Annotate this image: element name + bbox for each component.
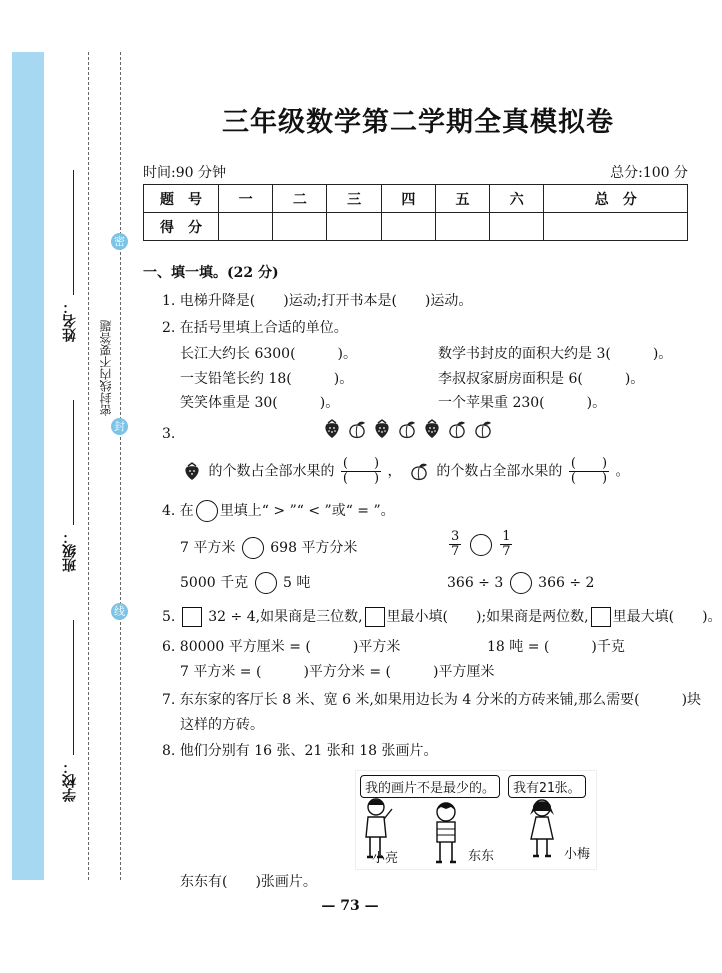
question-5-part2: 里最小填( );如果商是两位数, (386, 609, 589, 625)
score-header-cell: 四 (381, 185, 435, 213)
compare-left: 7 平方米 (180, 540, 236, 556)
peach-icon (396, 418, 418, 440)
score-header-cell: 一 (219, 185, 273, 213)
school-field[interactable] (73, 620, 74, 755)
compare-circle[interactable] (510, 572, 532, 594)
boy-dongdong-figure (426, 801, 466, 867)
page-number: — 73 — (321, 898, 379, 914)
fraction-blank[interactable]: $\frac{( )}{( )}$ (342, 456, 380, 486)
seal-mark-mi: 密 (111, 233, 128, 250)
score-row (144, 213, 688, 241)
peach-icon (472, 418, 494, 440)
question-2-item: 数学书封皮的面积大约是 3( )。 (438, 346, 673, 362)
question-2-item: 一个苹果重 230( )。 (438, 395, 607, 411)
question-3-text-end: 。 (615, 463, 630, 480)
question-5-number: 5. (162, 609, 176, 625)
digit-box-ref (591, 607, 611, 627)
question-2-item: 李叔叔家厨房面积是 6( )。 (438, 371, 645, 387)
question-3-text-a: 的个数占全部水果的 (208, 463, 335, 480)
class-field[interactable] (73, 400, 74, 525)
score-header-row (144, 185, 688, 213)
name-xiaomei: 小梅 (564, 847, 591, 862)
compare-right: 698 平方分米 (270, 540, 358, 556)
strawberry-icon (322, 418, 342, 440)
school-label: 学校： (62, 760, 78, 802)
compare-left: 5000 千克 (180, 575, 249, 591)
peach-icon (346, 418, 368, 440)
question-3-text (180, 457, 629, 486)
question-3-number: 3. (162, 426, 176, 442)
name-label: 姓名： (62, 300, 78, 342)
name-field[interactable] (73, 170, 74, 295)
fruit-row (322, 418, 494, 440)
question-3-text-b: ， (387, 463, 402, 480)
fraction-right: $\frac{1}{7}$ (502, 529, 511, 559)
score-header-cell: 三 (327, 185, 381, 213)
question-5-part1: 32 ÷ 4,如果商是三位数, (208, 609, 363, 625)
compare-circle[interactable] (470, 534, 492, 556)
girl-xiaomei-figure (522, 797, 562, 863)
compare-right: 366 ÷ 2 (538, 575, 595, 591)
compare-circle[interactable] (242, 537, 264, 559)
question-2-item: 长江大约长 6300( )。 (180, 346, 358, 362)
class-label: 班级： (62, 530, 78, 572)
page-title: 三年级数学第二学期全真模拟卷 (222, 107, 614, 138)
score-header-cell: 五 (435, 185, 489, 213)
score-header-cell: 六 (490, 185, 544, 213)
seal-instruction: 密封线内不要答题 (99, 320, 113, 416)
digit-box[interactable] (182, 607, 202, 627)
question-8: 8. 他们分别有 16 张、21 张和 18 张画片。 (162, 743, 438, 759)
score-cell[interactable] (381, 213, 435, 241)
compare-item (180, 537, 357, 559)
compare-item (180, 572, 310, 594)
score-cell[interactable] (544, 213, 688, 241)
question-2-item: 一支铅笔长约 18( )。 (180, 371, 354, 387)
compare-circle-icon (196, 500, 218, 522)
score-cell[interactable] (490, 213, 544, 241)
score-table (143, 184, 688, 241)
score-cell[interactable] (435, 213, 489, 241)
question-6-line1a: 6. 80000 平方厘米 = ( )平方米 (162, 639, 401, 655)
compare-left: 366 ÷ 3 (447, 575, 504, 591)
peach-icon (446, 418, 468, 440)
score-cell[interactable] (327, 213, 381, 241)
fraction-left: $\frac{3}{7}$ (451, 529, 460, 559)
score-cell[interactable] (219, 213, 273, 241)
question-4-intro-end: 里填上“ > ”“ < ”或“ = ”。 (219, 503, 395, 519)
question-3-text-c: 的个数占全部水果的 (436, 463, 563, 480)
section-title: 一、填一填。(22 分) (143, 265, 279, 281)
strawberry-icon (372, 418, 392, 440)
seal-line (120, 52, 121, 880)
score-header-cell: 二 (273, 185, 327, 213)
peach-icon (408, 462, 430, 482)
question-2-item: 笑笑体重是 30( )。 (180, 395, 340, 411)
speech-bubble-xiaomei: 我有21张。 (508, 775, 586, 798)
score-row-label: 得 分 (144, 213, 219, 241)
speech-bubble-xiaoliang: 我的画片不是最少的。 (360, 775, 500, 798)
question-4-intro-text: 4. 在 (162, 503, 194, 519)
compare-circle[interactable] (255, 572, 277, 594)
compare-right: 5 吨 (283, 575, 311, 591)
name-xiaoliang: 小亮 (372, 851, 399, 866)
total-score: 总分:100 分 (610, 165, 688, 181)
question-8-answer: 东东有( )张画片。 (180, 874, 317, 890)
question-4-intro (162, 500, 395, 522)
score-cell[interactable] (273, 213, 327, 241)
question-7-line2: 这样的方砖。 (180, 717, 264, 733)
seal-mark-xian: 线 (111, 603, 128, 620)
question-5 (162, 606, 722, 627)
question-6-line2: 7 平方米 = ( )平方分米 = ( )平方厘米 (180, 664, 495, 680)
compare-item (447, 572, 594, 594)
fraction-blank[interactable]: $\frac{( )}{( )}$ (570, 456, 608, 486)
digit-box-ref (365, 607, 385, 627)
compare-item (447, 530, 514, 559)
strawberry-icon (182, 462, 202, 482)
score-header-cell: 总 分 (544, 185, 688, 213)
question-5-part3: 里最大填( )。 (612, 609, 722, 625)
seal-mark-feng: 封 (111, 418, 128, 435)
time-limit: 时间:90 分钟 (143, 165, 226, 181)
fold-line-outer (88, 52, 89, 880)
name-dongdong: 东东 (468, 849, 495, 864)
strawberry-icon (422, 418, 442, 440)
binding-strip (12, 52, 44, 880)
question-6-line1b: 18 吨 = ( )千克 (487, 639, 625, 655)
cartoon-illustration (355, 770, 597, 870)
score-header-cell: 题 号 (144, 185, 219, 213)
question-1: 1. 电梯升降是( )运动;打开书本是( )运动。 (162, 293, 473, 309)
question-7-line1: 7. 东东家的客厅长 8 米、宽 6 米,如果用边长为 4 分米的方砖来铺,那么需要( )块 (162, 692, 702, 708)
question-2-intro: 2. 在括号里填上合适的单位。 (162, 320, 348, 336)
